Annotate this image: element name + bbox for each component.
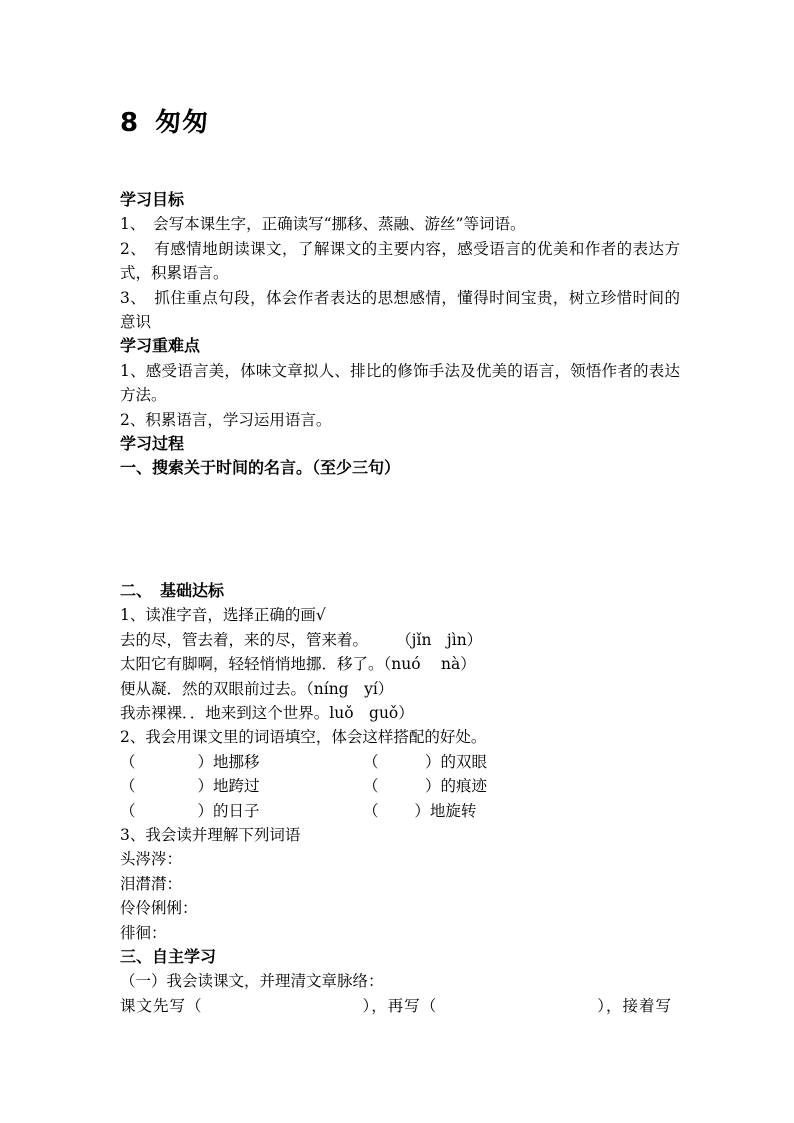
q2-row-1-left: （ ）地挪移 [120, 752, 260, 771]
q1-title: 1、读准字音，选择正确的画√ [120, 606, 326, 625]
section-1-heading: 一、搜索关于时间的名言。（至少三句） [120, 458, 401, 478]
q3-word-4: 徘徊： [120, 923, 167, 942]
fill-line-part-1: 课文先写（ [120, 996, 203, 1015]
lesson-title-text: 匆匆 [155, 108, 210, 138]
q3-word-1: 头涔涔： [120, 850, 183, 869]
q2-row-2 [120, 774, 680, 798]
q1-line-2: 太阳它有脚啊，轻轻悄悄地挪．移了。（nuó nà） [120, 655, 476, 674]
q1-line-1: 去的尽，管去着，来的尽，管来着。 （jǐn jìn） [120, 630, 483, 649]
q2-row-3-left: （ ）的日子 [120, 801, 260, 820]
lesson-number: 8 [120, 108, 140, 138]
section-3-fill-line [120, 994, 672, 1018]
goal-item-1: 1、 会写本课生字，正确读写“挪移、蒸融、游丝”等词语。 [120, 215, 526, 234]
difficulty-item-2: 2、积累语言，学习运用语言。 [120, 410, 332, 429]
answer-space [120, 481, 680, 579]
q2-row-2-left: （ ）地跨过 [120, 777, 260, 796]
section-3-heading: 三、自主学习 [120, 946, 217, 966]
section-3-sub: （一）我会读课文，并理清文章脉络： [120, 972, 384, 991]
fill-line-part-3: ），接着写 [597, 996, 672, 1015]
q3-title: 3、我会读并理解下列词语 [120, 825, 301, 844]
lesson-title [120, 102, 209, 139]
q1-line-4: 我赤裸裸．．地来到这个世界。luǒ guǒ） [120, 703, 414, 722]
q3-word-3: 伶伶俐俐： [120, 899, 198, 918]
fill-line-part-2: ），再写（ [362, 996, 438, 1015]
q2-row-1 [120, 750, 680, 774]
q2-title: 2、我会用课文里的词语填空，体会这样搭配的好处。 [120, 728, 487, 747]
goal-item-3: 3、 抓住重点句段，体会作者表达的思想感情，懂得时间宝贵，树立珍惜时间的意识 [120, 288, 680, 332]
q2-row-2-right: （ ）的痕迹 [363, 777, 488, 796]
q2-row-3 [120, 799, 680, 823]
difficulty-item-1: 1、感受语言美，体味文章拟人、排比的修饰手法及优美的语言，领悟作者的表达方法。 [120, 361, 680, 405]
q1-line-3: 便从凝．然的双眼前过去。（níng yí） [120, 679, 394, 698]
q3-word-2: 泪潸潸： [120, 874, 183, 893]
section-2-heading: 二、 基础达标 [120, 580, 225, 600]
goal-item-2: 2、 有感情地朗读课文，了解课文的主要内容，感受语言的优美和作者的表达方式，积累语言。 [120, 239, 680, 283]
q2-row-3-right: （ ）地旋转 [363, 801, 477, 820]
process-heading: 学习过程 [120, 434, 185, 454]
q2-row-1-right: （ ）的双眼 [363, 752, 488, 771]
difficulties-heading: 学习重难点 [120, 336, 201, 356]
document-body [120, 188, 680, 1018]
goals-heading: 学习目标 [120, 190, 185, 209]
